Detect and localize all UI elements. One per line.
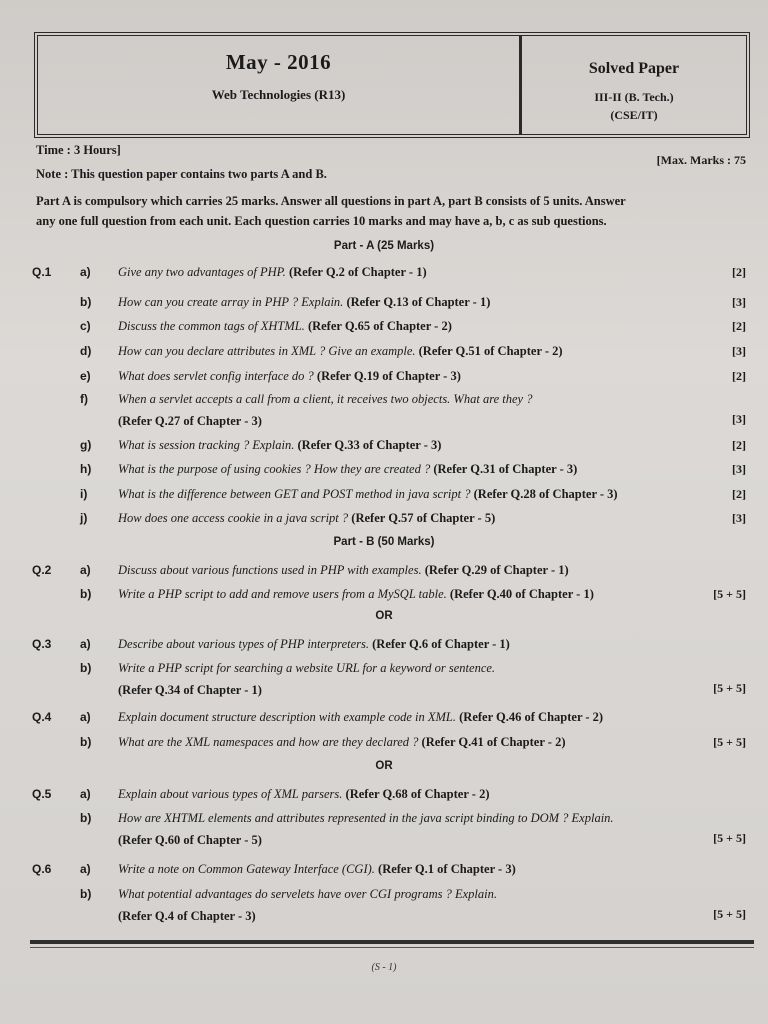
footer-rule-thin: [30, 947, 754, 948]
marks-label: [3]: [732, 412, 746, 426]
question-prompt: Write a PHP script to add and remove users from a MySQL table.: [118, 587, 447, 601]
chapter-reference: (Refer Q.33 of Chapter - 3): [297, 438, 442, 452]
chapter-reference: (Refer Q.29 of Chapter - 1): [424, 563, 569, 577]
question-text: [118, 487, 686, 502]
note-text: Note : This question paper contains two parts A and B.: [36, 167, 327, 181]
chapter-reference: (Refer Q.60 of Chapter - 5): [118, 833, 262, 847]
instructions-line-1: Part A is compulsory which carries 25 marks. Answer all questions in part A, part B consists of 5 units. Answer: [36, 194, 626, 208]
question-row: [32, 392, 746, 434]
question-prompt: Describe about various types of PHP interpreters.: [118, 637, 370, 651]
marks-label: [3]: [732, 511, 746, 525]
question-text: [118, 710, 686, 725]
or-separator-2: OR: [375, 760, 393, 772]
sub-question-label: a): [80, 787, 91, 801]
question-text: [118, 319, 686, 334]
question-row: [32, 511, 746, 531]
question-row: [32, 344, 746, 364]
question-row: [32, 735, 746, 755]
question-prompt: Discuss the common tags of XHTML.: [118, 319, 305, 333]
question-row: [32, 265, 746, 285]
max-marks-label: [Max. Marks : 75: [656, 153, 746, 167]
question-prompt: Write a note on Common Gateway Interface (CGI).: [118, 862, 375, 876]
question-prompt: What are the XML namespaces and how are they declared ?: [118, 735, 419, 749]
question-text: [118, 637, 686, 652]
chapter-reference: (Refer Q.31 of Chapter - 3): [433, 462, 578, 476]
sub-question-label: b): [80, 735, 92, 749]
instructions-line-2: any one full question from each unit. Each question carries 10 marks and may have a, b, c as sub questions.: [36, 214, 607, 228]
sub-question-label: a): [80, 710, 91, 724]
paper-type: Solved Paper: [588, 60, 680, 77]
sub-question-label: h): [80, 462, 92, 476]
question-text: [118, 388, 686, 432]
chapter-reference: (Refer Q.46 of Chapter - 2): [459, 710, 604, 724]
sub-question-label: f): [80, 392, 88, 406]
chapter-reference: (Refer Q.19 of Chapter - 3): [316, 369, 461, 383]
page-number: (S - 1): [371, 962, 397, 973]
header-left-cell: [38, 36, 522, 134]
question-prompt: How can you declare attributes in XML ? Give an example.: [118, 344, 416, 358]
or-separator-1: OR: [375, 610, 393, 622]
marks-label: [2]: [732, 265, 746, 279]
question-prompt: What does servlet config interface do ?: [118, 369, 314, 383]
question-row: [32, 661, 746, 703]
chapter-reference: (Refer Q.34 of Chapter - 1): [118, 683, 262, 697]
sub-question-label: a): [80, 637, 91, 651]
chapter-reference: (Refer Q.68 of Chapter - 2): [345, 787, 490, 801]
marks-label: [5 + 5]: [713, 735, 746, 749]
question-row: [32, 811, 746, 853]
question-prompt: Write a PHP script for searching a website URL for a keyword or sentence.: [118, 661, 496, 675]
part-a-title: Part - A (25 Marks): [333, 240, 435, 252]
marks-label: [2]: [732, 487, 746, 501]
chapter-reference: (Refer Q.1 of Chapter - 3): [378, 862, 516, 876]
question-number: Q.1: [32, 265, 52, 279]
marks-label: [2]: [732, 319, 746, 333]
marks-label: [5 + 5]: [713, 681, 746, 695]
question-text: [118, 807, 686, 851]
question-prompt: How can you create array in PHP ? Explain.: [118, 295, 344, 309]
question-prompt: Discuss about various functions used in PHP with examples.: [118, 563, 422, 577]
time-row: [36, 143, 746, 167]
sub-question-label: j): [80, 511, 88, 525]
question-number: Q.3: [32, 637, 52, 651]
question-row: [32, 887, 746, 929]
time-label: Time : 3 Hours]: [36, 143, 121, 157]
question-number: Q.5: [32, 787, 52, 801]
question-number: Q.6: [32, 862, 52, 876]
question-prompt: Explain about various types of XML parsers.: [118, 787, 343, 801]
question-text: [118, 787, 686, 802]
sub-question-label: a): [80, 563, 91, 577]
marks-label: [3]: [732, 344, 746, 358]
subject-title: Web Technologies (R13): [211, 87, 346, 102]
marks-label: [5 + 5]: [713, 907, 746, 921]
question-number: Q.2: [32, 563, 52, 577]
question-text: [118, 344, 686, 359]
sub-question-label: a): [80, 862, 91, 876]
question-text: [118, 862, 686, 877]
marks-label: [3]: [732, 462, 746, 476]
question-row: [32, 487, 746, 507]
question-number: Q.4: [32, 710, 52, 724]
question-row: [32, 295, 746, 315]
question-prompt: What is session tracking ? Explain.: [118, 438, 295, 452]
question-text: [118, 657, 686, 701]
sub-question-label: b): [80, 295, 92, 309]
year-label: III-II (B. Tech.): [594, 90, 674, 104]
branch-label: (CSE/IT): [610, 108, 658, 122]
question-row: [32, 637, 746, 657]
question-text: [118, 511, 686, 526]
sub-question-label: a): [80, 265, 91, 279]
footer-rule: [30, 940, 754, 944]
chapter-reference: (Refer Q.51 of Chapter - 2): [418, 344, 563, 358]
sub-question-label: b): [80, 661, 92, 675]
question-prompt: How are XHTML elements and attributes represented in the java script binding to DOM ? Explain.: [118, 811, 614, 825]
sub-question-label: d): [80, 344, 92, 358]
question-row: [32, 862, 746, 882]
question-prompt: What potential advantages do servelets have over CGI programs ? Explain.: [118, 887, 497, 901]
question-row: [32, 438, 746, 458]
sub-question-label: b): [80, 811, 92, 825]
question-prompt: How does one access cookie in a java script ?: [118, 511, 349, 525]
question-row: [32, 369, 746, 389]
sub-question-label: b): [80, 587, 92, 601]
marks-label: [5 + 5]: [713, 831, 746, 845]
question-text: [118, 587, 686, 602]
marks-label: [5 + 5]: [713, 587, 746, 601]
part-b-title: Part - B (50 Marks): [333, 536, 435, 548]
exam-session: May - 2016: [225, 50, 332, 74]
question-row: [32, 319, 746, 339]
sub-question-label: c): [80, 319, 91, 333]
question-prompt: Give any two advantages of PHP.: [118, 265, 286, 279]
question-prompt: What is the purpose of using cookies ? How they are created ?: [118, 462, 431, 476]
question-row: [32, 710, 746, 730]
chapter-reference: (Refer Q.28 of Chapter - 3): [473, 487, 618, 501]
question-text: [118, 369, 686, 384]
question-prompt: When a servlet accepts a call from a client, it receives two objects. What are they ?: [118, 392, 533, 406]
marks-label: [2]: [732, 438, 746, 452]
chapter-reference: (Refer Q.4 of Chapter - 3): [118, 909, 256, 923]
chapter-reference: (Refer Q.41 of Chapter - 2): [421, 735, 566, 749]
question-text: [118, 735, 686, 750]
chapter-reference: (Refer Q.6 of Chapter - 1): [372, 637, 510, 651]
question-text: [118, 295, 686, 310]
marks-label: [2]: [732, 369, 746, 383]
question-text: [118, 265, 686, 280]
question-prompt: Explain document structure description with example code in XML.: [118, 710, 457, 724]
question-text: [118, 438, 686, 453]
chapter-reference: (Refer Q.27 of Chapter - 3): [118, 414, 262, 428]
question-text: [118, 883, 686, 927]
chapter-reference: (Refer Q.2 of Chapter - 1): [288, 265, 427, 279]
question-text: [118, 462, 686, 477]
chapter-reference: (Refer Q.57 of Chapter - 5): [351, 511, 496, 525]
question-row: [32, 563, 746, 583]
sub-question-label: b): [80, 887, 92, 901]
header-box: [34, 32, 750, 138]
chapter-reference: (Refer Q.40 of Chapter - 1): [449, 587, 594, 601]
sub-question-label: g): [80, 438, 92, 452]
question-text: [118, 563, 686, 578]
question-row: [32, 587, 746, 607]
sub-question-label: i): [80, 487, 88, 501]
sub-question-label: e): [80, 369, 91, 383]
question-row: [32, 787, 746, 807]
instructions-paragraph: [36, 191, 750, 231]
question-prompt: What is the difference between GET and POST method in java script ?: [118, 487, 471, 501]
header-right-cell: [522, 36, 746, 134]
chapter-reference: (Refer Q.65 of Chapter - 2): [307, 319, 452, 333]
course-year: [522, 88, 746, 124]
chapter-reference: (Refer Q.13 of Chapter - 1): [346, 295, 491, 309]
question-row: [32, 462, 746, 482]
marks-label: [3]: [732, 295, 746, 309]
